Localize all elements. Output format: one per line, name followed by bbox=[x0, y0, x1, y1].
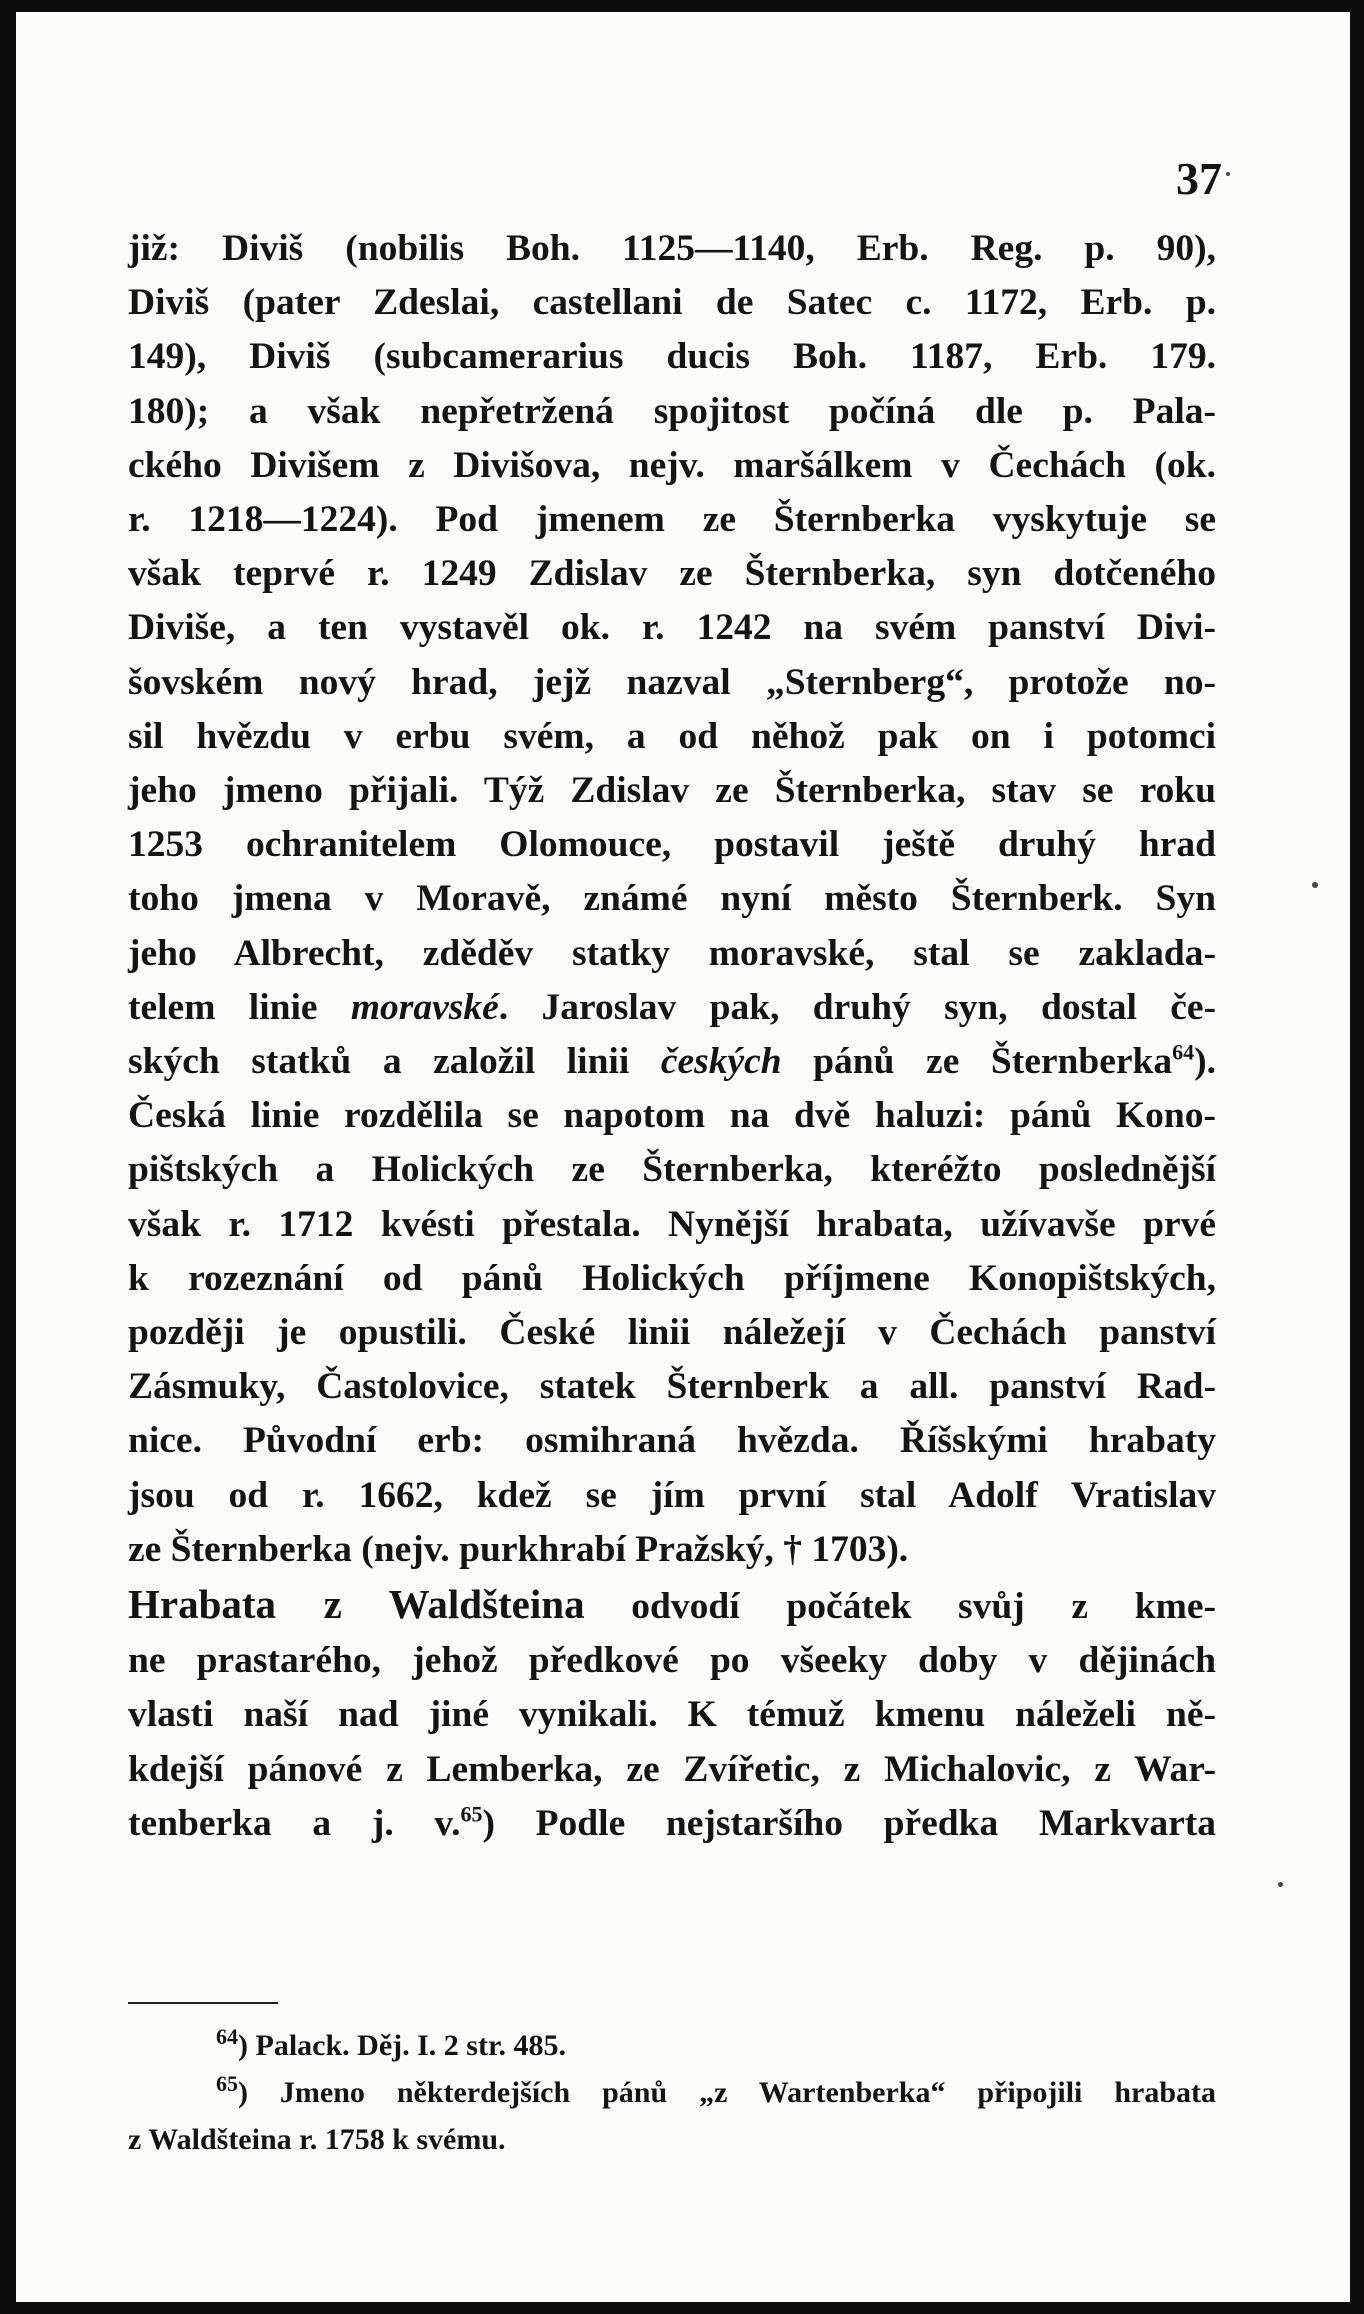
book-page bbox=[16, 12, 1350, 2302]
footnote-mark: 65 bbox=[216, 2071, 238, 2096]
text-line: kdejší pánové z Lemberka, ze Zvířetic, z Michalovic, z War- bbox=[128, 1748, 1216, 1790]
text-line bbox=[128, 1577, 1216, 1634]
paper-speck bbox=[1226, 172, 1230, 176]
text-line bbox=[128, 1797, 1216, 1851]
text-line: ckého Divišem z Divišova, nejv. maršálkem v Čechách (ok. bbox=[128, 444, 1216, 486]
text-line bbox=[128, 981, 1216, 1035]
text-line: jeho jmeno přijali. Týž Zdislav ze Šternberka, stav se roku bbox=[128, 770, 1216, 812]
text-line: však r. 1712 kvésti přestala. Nynější hrabata, užívavše prvé bbox=[128, 1203, 1216, 1245]
text-line: Diviš (pater Zdeslai, castellani de Satec c. 1172, Erb. p. bbox=[128, 282, 1216, 324]
footnote-65-cont: z Waldšteina r. 1758 k svému. bbox=[128, 2123, 506, 2156]
text-line: toho jmena v Moravě, známé nyní město Šternberk. Syn bbox=[128, 878, 1216, 920]
text-line: Zásmuky, Častolovice, statek Šternberk a all. panství Rad- bbox=[128, 1366, 1216, 1408]
text-line bbox=[128, 1035, 1216, 1089]
text-line: 1253 ochranitelem Olomouce, postavil ještě druhý hrad bbox=[128, 824, 1216, 866]
text-line: vlasti naší nad jiné vynikali. K témuž kmenu náleželi ně- bbox=[128, 1694, 1216, 1736]
text-line: ne prastarého, jehož předkové po všeeky doby v dějinách bbox=[128, 1640, 1216, 1682]
text-line: r. 1218—1224). Pod jmenem ze Šternberka vyskytuje se bbox=[128, 499, 1216, 541]
text-line: Diviše, a ten vystavěl ok. r. 1242 na svém panství Divi- bbox=[128, 607, 1216, 649]
footnote-65 bbox=[128, 2069, 1216, 2116]
text-fragment: telem linie bbox=[128, 986, 351, 1028]
text-fragment: ských statků a založil linii bbox=[128, 1041, 661, 1083]
body-text bbox=[128, 222, 1216, 1851]
footnote-mark: 64 bbox=[216, 2024, 238, 2049]
text-line: nice. Původní erb: osmihraná hvězda. Říšskými hrabaty bbox=[128, 1420, 1216, 1462]
text-line: k rozeznání od pánů Holických příjmene Konopištských, bbox=[128, 1257, 1216, 1299]
footnotes bbox=[128, 2022, 1216, 2163]
text-line: 180); a však nepřetržená spojitost počíná dle p. Pala- bbox=[128, 390, 1216, 432]
footnote-divider bbox=[128, 2002, 278, 2004]
text-line: jeho Albrecht, zděděv statky moravské, stal se zaklada- bbox=[128, 932, 1216, 974]
text-line: jsou od r. 1662, kdež se jím první stal Adolf Vratislav bbox=[128, 1474, 1216, 1516]
text-fragment: tenberka a j. v. bbox=[128, 1802, 461, 1844]
text-line: 149), Diviš (subcamerarius ducis Boh. 1187, Erb. 179. bbox=[128, 336, 1216, 378]
text-line: Česká linie rozdělila se napotom na dvě haluzi: pánů Kono- bbox=[128, 1095, 1216, 1137]
paper-speck bbox=[1312, 882, 1318, 888]
text-line: šovském nový hrad, jejž nazval „Sternberg“, protože no- bbox=[128, 661, 1216, 703]
text-line: ze Šternberka (nejv. purkhrabí Pražský, † 1703). bbox=[128, 1528, 909, 1570]
footnote-ref: 64 bbox=[1172, 1039, 1195, 1065]
section-heading: Hrabata z Waldšteina bbox=[128, 1581, 585, 1628]
footnote-ref: 65 bbox=[460, 1801, 483, 1827]
footnote-text: ) Palack. Děj. I. 2 str. 485. bbox=[238, 2029, 567, 2062]
text-line: později je opustili. České linii náležejí v Čechách panství bbox=[128, 1312, 1216, 1354]
text-line: pištských a Holických ze Šternberka, kteréžto poslednější bbox=[128, 1149, 1216, 1191]
text-line: sil hvězdu v erbu svém, a od něhož pak on i potomci bbox=[128, 715, 1216, 757]
italic-term: moravské bbox=[350, 986, 499, 1028]
text-fragment: pánů ze Šternberka bbox=[781, 1041, 1173, 1083]
text-fragment: Podle nejstaršího předka Markvarta bbox=[535, 1802, 1216, 1844]
italic-term: českých bbox=[660, 1041, 782, 1083]
text-fragment: odvodí počátek svůj z kme- bbox=[584, 1586, 1216, 1628]
text-fragment: . Jaroslav pak, druhý syn, dostal če- bbox=[498, 986, 1216, 1028]
paper-speck bbox=[1278, 1882, 1283, 1887]
text-fragment: ). bbox=[1194, 1041, 1217, 1083]
text-line: však teprvé r. 1249 Zdislav ze Šternberka, syn dotčeného bbox=[128, 553, 1216, 595]
text-fragment: ) bbox=[482, 1802, 536, 1844]
footnote-text: ) Jmeno některdejších pánů „z Wartenberka“ připojili hrabata bbox=[238, 2076, 1216, 2109]
text-line: již: Diviš (nobilis Boh. 1125—1140, Erb. Reg. p. 90), bbox=[128, 228, 1216, 269]
footnote-64 bbox=[128, 2022, 1216, 2069]
page-number: 37 bbox=[1176, 153, 1222, 204]
